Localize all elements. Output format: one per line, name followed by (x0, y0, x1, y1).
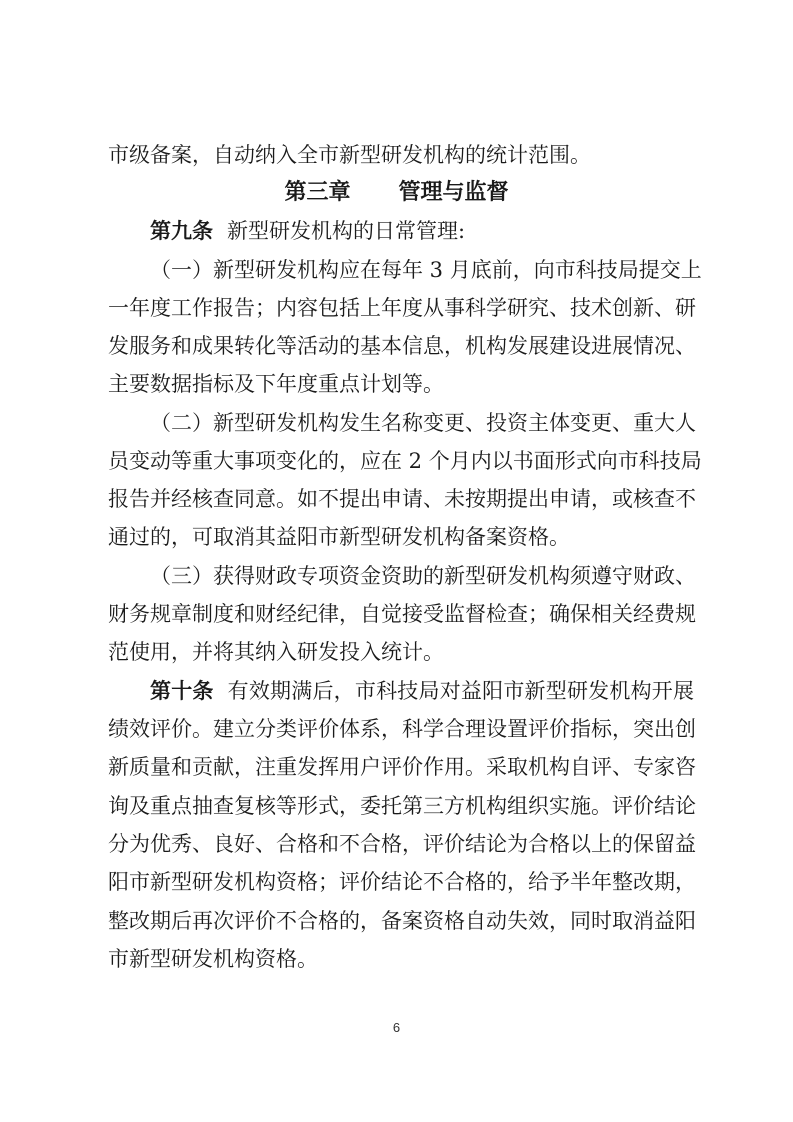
text-line: 员变动等重大事项变化的，应在 2 个月内以书面形式向市科技局 (108, 449, 702, 473)
text-line: （二）新型研发机构发生名称变更、投资主体变更、重大人 (150, 411, 696, 435)
chapter-title: 管理与监督 (398, 180, 509, 205)
article-intro: 新型研发机构的日常管理: (227, 219, 466, 243)
article-text: 有效期满后，市科技局对益阳市新型研发机构开展 (227, 679, 694, 703)
text-line: 阳市新型研发机构资格；评价结论不合格的，给予半年整改期， (108, 870, 696, 894)
text-line: （三）获得财政专项资金资助的新型研发机构须遵守财政、 (150, 564, 696, 588)
text-line: 主要数据指标及下年度重点计划等。 (108, 372, 444, 396)
text-line: 整改期后再次评价不合格的，备案资格自动失效，同时取消益阳 (108, 909, 696, 933)
text-line: 分为优秀、良好、合格和不合格，评价结论为合格以上的保留益 (108, 832, 696, 856)
text-line: 市级备案，自动纳入全市新型研发机构的统计范围。 (108, 143, 591, 167)
article-label: 第十条 (150, 679, 214, 703)
article-9-heading (150, 219, 694, 243)
text-line: 绩效评价。建立分类评价体系，科学合理设置评价指标，突出创 (108, 717, 696, 741)
text-line: 询及重点抽查复核等形式，委托第三方机构组织实施。评价结论 (108, 794, 696, 818)
chapter-heading (0, 180, 793, 206)
text-line: 新质量和贡献，注重发挥用户评价作用。采取机构自评、专家咨 (108, 755, 696, 779)
text-line: 通过的，可取消其益阳市新型研发机构备案资格。 (108, 525, 570, 549)
text-line: 一年度工作报告；内容包括上年度从事科学研究、技术创新、研 (108, 296, 696, 320)
text-line: （一）新型研发机构应在每年 3 月底前，向市科技局提交上 (150, 258, 702, 282)
page-number: 6 (392, 1020, 401, 1035)
text-line: 发服务和成果转化等活动的基本信息，机构发展建设进展情况、 (108, 334, 696, 358)
text-line: 财务规章制度和财经纪律，自觉接受监督检查；确保相关经费规 (108, 602, 696, 626)
text-line: 报告并经核查同意。如不提出申请、未按期提出申请，或核查不 (108, 487, 696, 511)
article-label: 第九条 (150, 219, 213, 243)
text-line: 市新型研发机构资格。 (108, 947, 318, 971)
text-line: 范使用，并将其纳入研发投入统计。 (108, 640, 444, 664)
article-10-heading (150, 679, 694, 703)
chapter-number: 第三章 (284, 180, 351, 205)
